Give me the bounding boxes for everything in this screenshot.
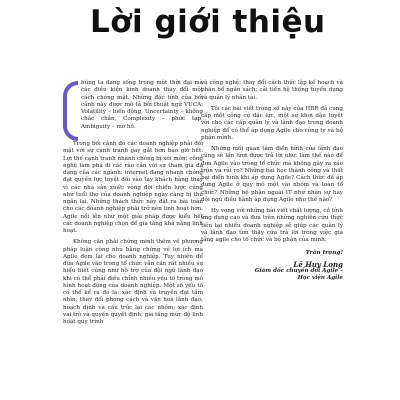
- left-column: [63, 80, 203, 330]
- paragraph: Tôi các bài viết trong số này của HBR đã cung cấp một công cụ đặc lực, một sự khơi dậu tuyệt vời cho các cấp quản lý và lãnh đạo trong doanh nghiệp để có thể áp dụng Agile cho công ty và bộ phận mình.: [201, 105, 343, 141]
- signature-role-line-2: Học viện Agile: [297, 275, 343, 282]
- paragraph: Không cần phải chứng minh thêm về phương pháp luận công nhu bằng chứng về lợi ích mà Agile đem lại cho doanh nghiệp. Tuy nhiên để đưa Agile vào trong tổ chức vẫn cần rất nhiều sự hiểu biết cũng như hỗ trợ của đội ngũ lãnh đạo khi có thể phải điều chỉnh nhiều yếu tố trong mô hình hoạt động của doanh nghiệp. Một số yếu tố có thể kể ra đó là: xác định và truyền đạt tầm nhìn; thay đổi phong cách và văn hoá lãnh đạo; hoạch định và cấu trúc lại các nhóm; xác định vai trò và quyền quyết định; gia tăng mức độ linh hoạt quy trình: [63, 239, 203, 325]
- paragraph: Hy vọng với những bài viết chất lượng, có tính ứng dụng cao và đưa trên những nghiên cứu thực tiễn tại nhiều doanh nghiệp sẽ giúp các quản lý và lãnh đạo tìm thấy cửa trả lời trong việc gia tăng agile cho tổ chức và bộ phận của mình.: [201, 208, 343, 243]
- paragraph: và công nghệ; thay đổi cách thức lập kế hoạch và phân bổ ngân sách; cải tiến hệ thống tuyển dụng và quản lý nhân tài.: [201, 80, 343, 101]
- dropcap-c-shape: [63, 81, 78, 141]
- paragraph: Những mối quan tâm điển hình của lãnh đạo cũng sẽ lần lượt được trả lời như: làm thế nào để đưa Agile vào trong tổ chức mà không gây ra xáo trộn và rủi ro? Những bài học thành công và thất bại điển hình khi áp dụng Agile? Cách thức để áp dụng Agile ở quy mô một vài nhóm và toàn tổ chức? Những bộ phận ngoài IT như nhân sự hay đội ngũ điều hành áp dụng Agile như thế nào?: [201, 146, 343, 203]
- signature-role-line-1: Giám đốc chuyển đổi Agile –: [254, 267, 343, 274]
- signature-thanks: Trân trọng!: [305, 250, 343, 257]
- right-column: [201, 80, 343, 283]
- lead-paragraph-wrap: [63, 80, 203, 141]
- signature-block: [201, 250, 343, 283]
- lead-paragraph: húng ta đang sống trong một thời đại mà các điều kiện kinh doanh thay đổi một cách chóng mặt. Những đặc tính của bối cảnh này được mô tả bởi thuật ngữ VUCA: Volatility – biến động, Uncertainty – không chắc chắn, Complexity – phức tạp, Ambiguity – mơ hồ.: [81, 80, 203, 130]
- signature-name: Lê Huy Long: [293, 259, 343, 269]
- page-title: Lời giới thiệu: [90, 4, 326, 40]
- paragraph: Trong bối cảnh đó các doanh nghiệp phải đối mặt với sự cạnh tranh gay gắt hơn bao giờ hết. Lợi thế cạnh tranh nhanh chóng bị xói mòn; công nghệ làm phá đi các rào cản với sự tham gia đa dạng của các ngành; internet đang nhanh chóng đạt quyền lực tuyệt đối vào tay khách hàng thay vì các nhà sản xuất; vòng đời chiến lược cũng như tuổi thọ của doanh nghiệp ngày càng bị thu ngắn lại. Những thách thức này đặt ra bài toán cho các doanh nghiệp phải trở nên linh hoạt hơn. Agile nổi lên như một giải pháp được kiểu hết các doanh nghiệp chọn để gia tăng khả năng linh hoạt.: [63, 141, 203, 234]
